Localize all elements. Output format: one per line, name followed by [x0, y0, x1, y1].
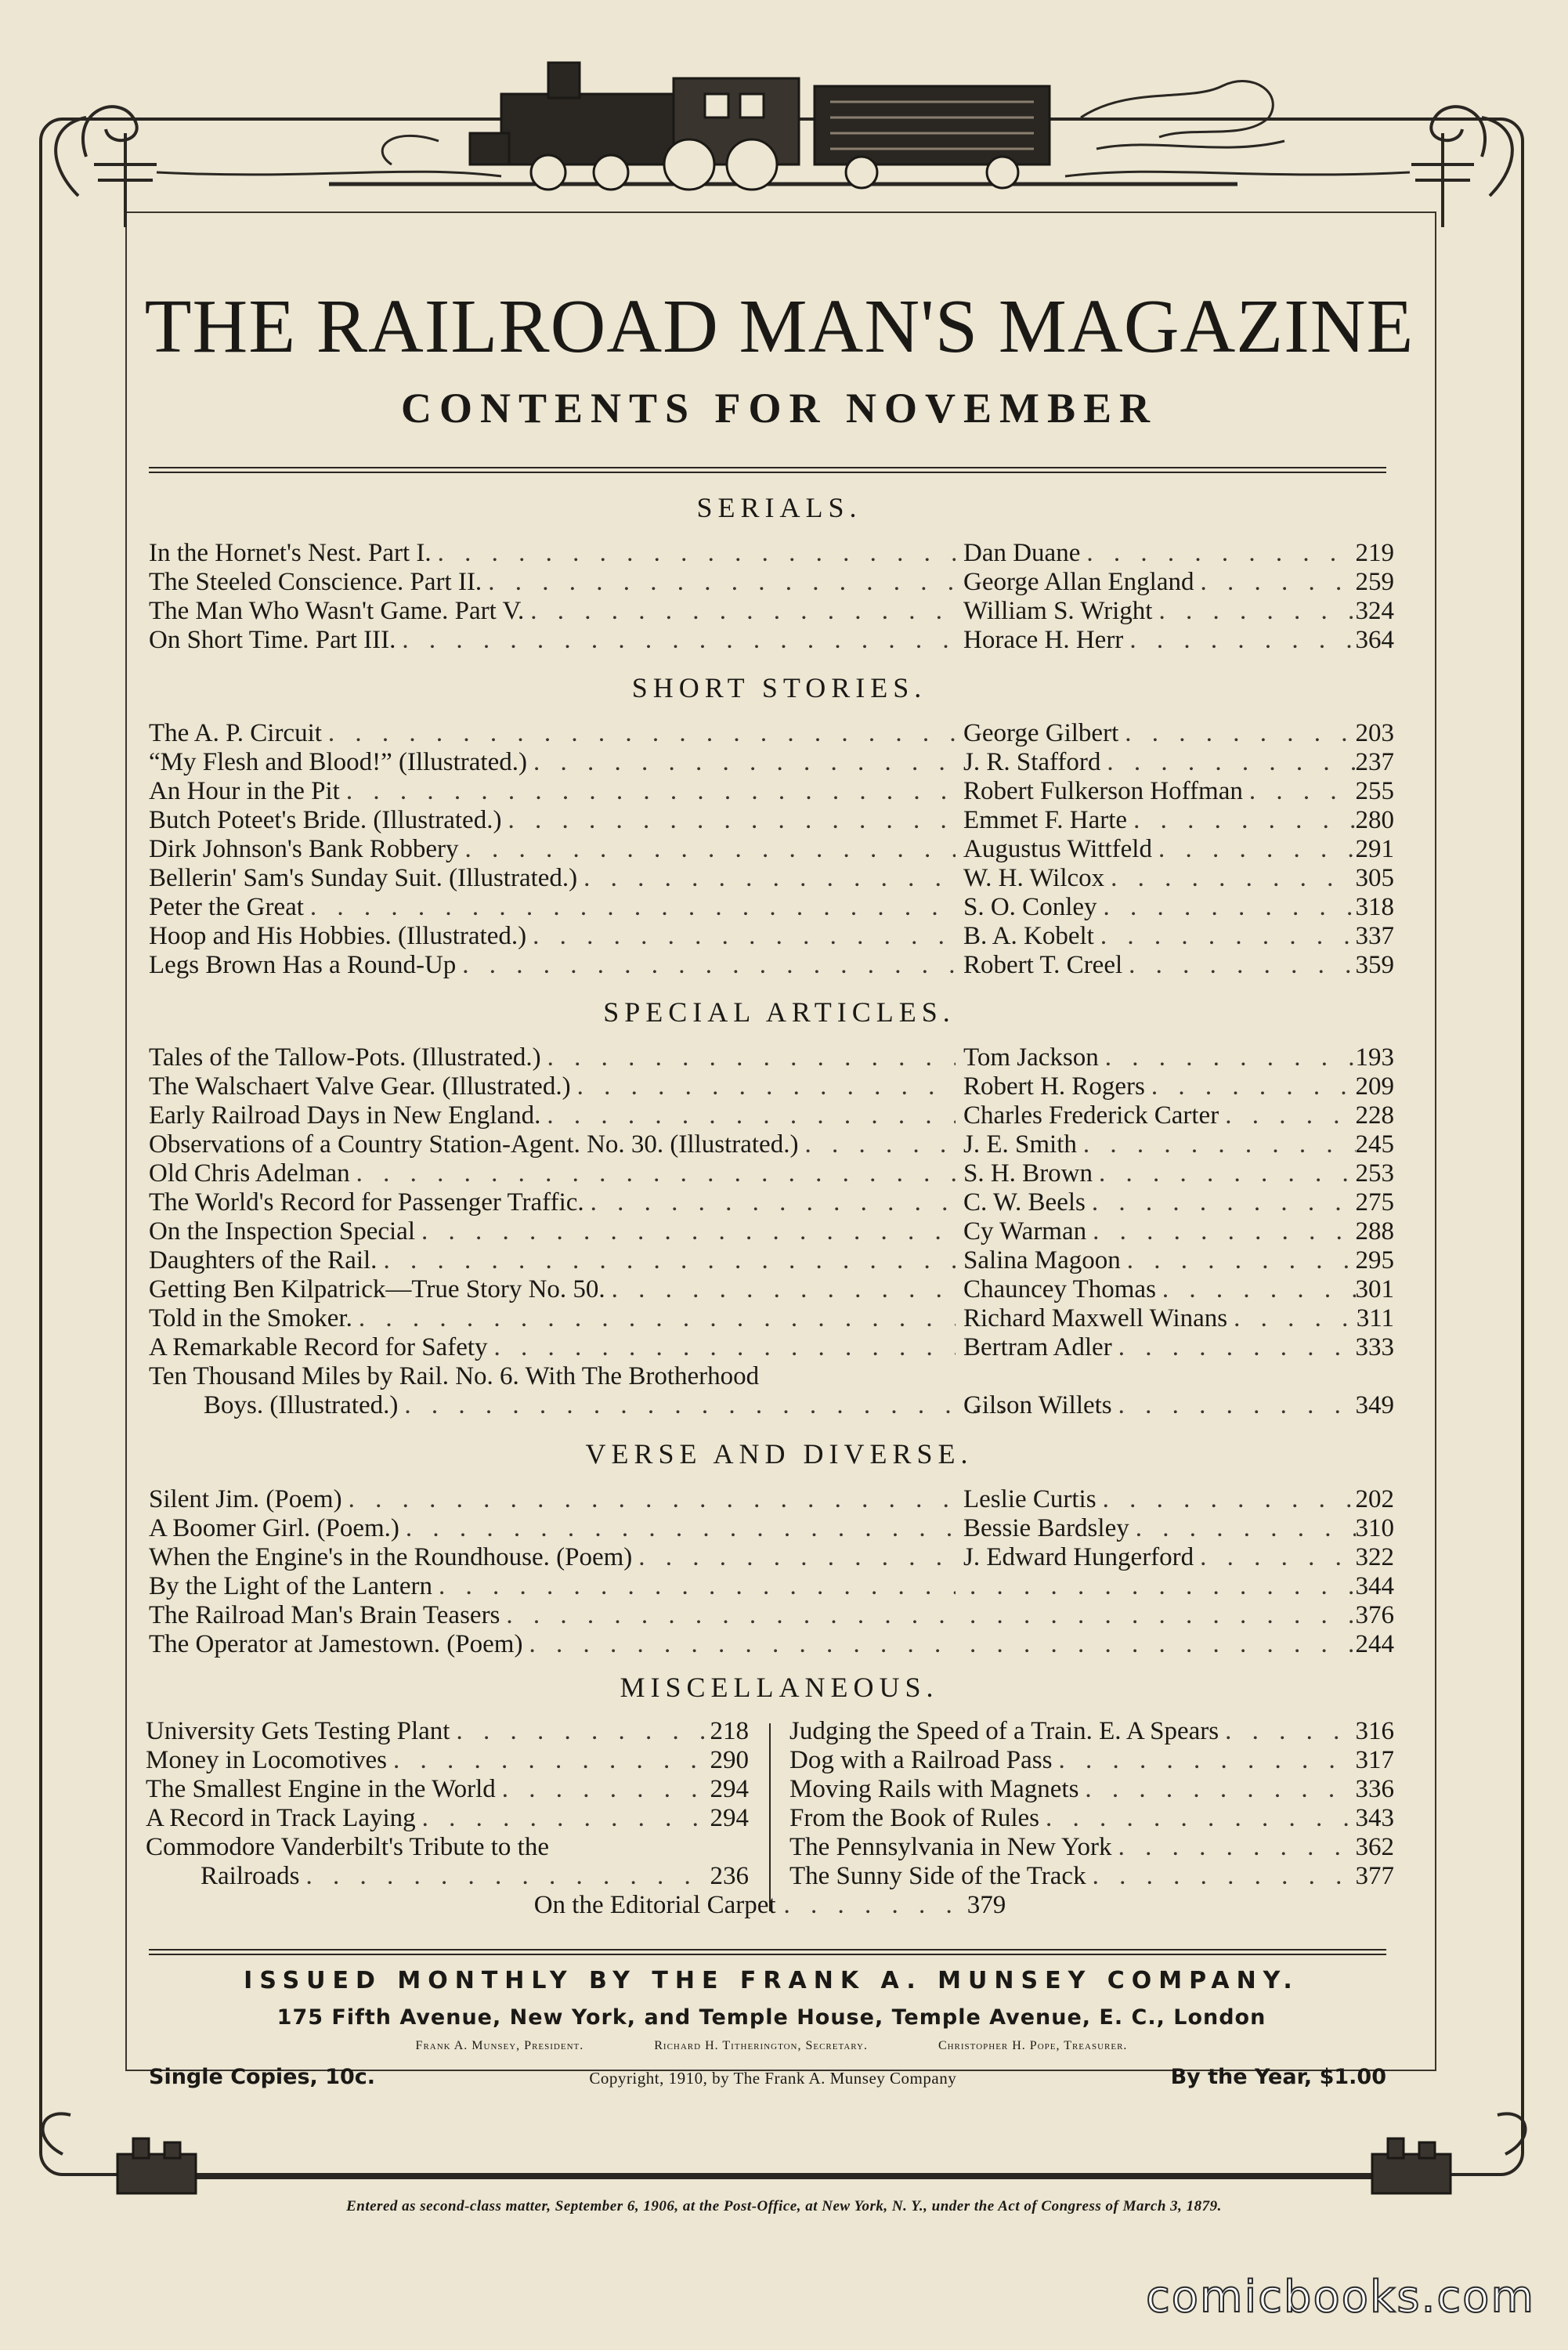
- entry-page: 364: [1355, 626, 1394, 654]
- entry-page: 255: [1355, 777, 1394, 805]
- entered-notice: Entered as second-class matter, September 6, 1906, at the Post-Office, at New York, N. Y., under the Act of Congress of March 3, 1879.: [346, 2198, 1222, 2214]
- price-row: [149, 2065, 1386, 2096]
- entry-title: Old Chris Adelman: [149, 1159, 350, 1188]
- list-item: [149, 835, 1394, 864]
- serials-list: [149, 539, 1394, 655]
- entry-author: S. H. Brown: [963, 1159, 1093, 1188]
- list-item: [146, 1746, 749, 1775]
- list-item: [789, 1775, 1394, 1804]
- entry-author: Robert H. Rogers: [963, 1072, 1145, 1101]
- column-divider: [769, 1723, 771, 1911]
- entry-author: J. E. Smith: [963, 1130, 1077, 1159]
- entry-page: 203: [1355, 719, 1394, 747]
- entry-page: 294: [710, 1804, 749, 1832]
- telegraph-key-icon: [1372, 2138, 1451, 2193]
- list-item: [149, 1333, 1394, 1362]
- list-item: [149, 806, 1394, 835]
- entry-title: Observations of a Country Station-Agent. No. 30. (Illustrated.): [149, 1130, 799, 1159]
- entry-author: B. A. Kobelt: [963, 922, 1094, 950]
- entry-title: The Operator at Jamestown. (Poem): [149, 1630, 523, 1658]
- entry-title: University Gets Testing Plant: [146, 1717, 450, 1745]
- list-item: [149, 1543, 1394, 1572]
- entry-page: 318: [1355, 893, 1394, 921]
- entry-title: Legs Brown Has a Round-Up: [149, 951, 457, 979]
- entry-author: Leslie Curtis: [963, 1485, 1097, 1513]
- list-item-continuation: [149, 1391, 1394, 1420]
- entry-title: The Sunny Side of the Track: [789, 1862, 1086, 1890]
- entry-author: W. H. Wilcox: [963, 864, 1105, 892]
- list-item: [149, 1246, 1394, 1275]
- entry-title: Hoop and His Hobbies. (Illustrated.): [149, 922, 527, 950]
- list-item: [149, 568, 1394, 597]
- footer-rule: [149, 1949, 1386, 1955]
- entry-page: 343: [1355, 1804, 1394, 1832]
- list-item: [149, 922, 1394, 951]
- list-item: [149, 1072, 1394, 1101]
- entry-page: 218: [710, 1717, 749, 1745]
- list-item: [149, 1630, 1394, 1659]
- list-item-continuation: [146, 1862, 749, 1891]
- entry-page: 290: [710, 1746, 749, 1774]
- entry-page: 322: [1355, 1543, 1394, 1571]
- entry-page: 336: [1355, 1775, 1394, 1803]
- officer-president: Frank A. Munsey, President.: [415, 2039, 584, 2052]
- locomotive-icon: [470, 63, 1050, 190]
- entry-title: An Hour in the Pit: [149, 777, 340, 805]
- entry-title: The A. P. Circuit: [149, 719, 322, 747]
- entry-title: Ten Thousand Miles by Rail. No. 6. With The Brotherhood: [149, 1362, 760, 1390]
- entry-page: 295: [1355, 1246, 1394, 1274]
- entry-author: Augustus Wittfeld: [963, 835, 1152, 863]
- list-item: [149, 864, 1394, 893]
- entry-title: Money in Locomotives: [146, 1746, 387, 1774]
- entry-title: By the Light of the Lantern: [149, 1572, 432, 1600]
- list-item: [146, 1804, 749, 1833]
- list-item: [149, 1159, 1394, 1188]
- list-item: [149, 719, 1394, 748]
- entry-author: Chauncey Thomas: [963, 1275, 1156, 1303]
- copyright-notice: Copyright, 1910, by The Frank A. Munsey Company: [589, 2069, 957, 2088]
- entry-title: Commodore Vanderbilt's Tribute to the: [146, 1833, 549, 1861]
- entry-title: The Pennsylvania in New York: [789, 1833, 1112, 1861]
- list-item: [789, 1804, 1394, 1833]
- list-item: [149, 1601, 1394, 1630]
- entry-title: Told in the Smoker.: [149, 1304, 352, 1332]
- list-item: [789, 1862, 1394, 1891]
- entry-author: J. R. Stafford: [963, 748, 1101, 776]
- telegraph-key-icon: [117, 2138, 196, 2193]
- entry-page: 244: [1355, 1630, 1394, 1658]
- entry-title: The Walschaert Valve Gear. (Illustrated.): [149, 1072, 571, 1101]
- entry-title: In the Hornet's Nest. Part I.: [149, 539, 432, 567]
- entry-page: 193: [1355, 1043, 1394, 1072]
- entry-page: 324: [1355, 597, 1394, 625]
- header-illustration: [0, 47, 1568, 227]
- entry-title: “My Flesh and Blood!” (Illustrated.): [149, 748, 527, 776]
- entry-title: The Man Who Wasn't Game. Part V.: [149, 597, 525, 625]
- entry-page: 236: [710, 1862, 749, 1890]
- entry-title: Butch Poteet's Bride. (Illustrated.): [149, 806, 502, 834]
- list-item: [149, 951, 1394, 980]
- list-item: [149, 1485, 1394, 1514]
- short-stories-list: [149, 719, 1394, 980]
- telegraph-pole-icon: [1411, 107, 1512, 227]
- single-copies-price: Single Copies, 10c.: [149, 2065, 376, 2089]
- list-item: [146, 1717, 749, 1746]
- entry-page: 344: [1355, 1572, 1394, 1600]
- entry-page: 362: [1355, 1833, 1394, 1861]
- entry-page: 337: [1355, 922, 1394, 950]
- entry-page: 316: [1355, 1717, 1394, 1745]
- entry-title: On Short Time. Part III.: [149, 626, 396, 654]
- entry-author: Tom Jackson: [963, 1043, 1099, 1072]
- entry-page: 291: [1355, 835, 1394, 863]
- section-heading-short-stories: SHORT STORIES.: [631, 672, 927, 703]
- list-item: [146, 1833, 749, 1862]
- special-articles-list: [149, 1043, 1394, 1420]
- entry-page: 219: [1355, 539, 1394, 567]
- entry-title: On the Inspection Special: [149, 1217, 415, 1246]
- entry-page: 311: [1356, 1304, 1394, 1332]
- list-item: [149, 1362, 1394, 1391]
- verse-and-diverse-list: [149, 1485, 1394, 1659]
- list-item: [149, 1572, 1394, 1601]
- list-item: [146, 1775, 749, 1804]
- address-line: 175 Fifth Avenue, New York, and Temple House, Temple Avenue, E. C., London: [276, 2005, 1266, 2030]
- misc-last-entry: On the Editorial Carpet . . . . . . . 379: [533, 1891, 1006, 1919]
- entry-page: 301: [1355, 1275, 1394, 1303]
- entry-page: 310: [1355, 1514, 1394, 1542]
- entry-title: Peter the Great: [149, 893, 304, 921]
- entry-page: 359: [1355, 951, 1394, 979]
- entry-page: 202: [1355, 1485, 1394, 1513]
- entry-author: George Allan England: [963, 568, 1194, 596]
- section-heading-verse-and-diverse: VERSE AND DIVERSE.: [585, 1438, 974, 1470]
- entry-page: 228: [1355, 1101, 1394, 1130]
- officer-treasurer: Christopher H. Pope, Treasurer.: [938, 2039, 1128, 2052]
- list-item: [149, 1304, 1394, 1333]
- entry-title-continuation: Boys. (Illustrated.): [204, 1391, 399, 1419]
- entry-author: Salina Magoon: [963, 1246, 1121, 1274]
- list-item: [149, 1275, 1394, 1304]
- list-item: [149, 1130, 1394, 1159]
- entry-title: Dog with a Railroad Pass: [789, 1746, 1053, 1774]
- list-item: [149, 597, 1394, 626]
- entry-title: Daughters of the Rail.: [149, 1246, 378, 1274]
- list-item: [789, 1717, 1394, 1746]
- entry-title: The World's Record for Passenger Traffic.: [149, 1188, 584, 1217]
- section-heading-serials: SERIALS.: [696, 492, 862, 523]
- entry-author: Bertram Adler: [963, 1333, 1112, 1361]
- list-item: [149, 748, 1394, 777]
- entry-author: Horace H. Herr: [963, 626, 1124, 654]
- entry-page: 253: [1355, 1159, 1394, 1188]
- entry-title: Tales of the Tallow-Pots. (Illustrated.): [149, 1043, 541, 1072]
- list-item: [149, 777, 1394, 806]
- entry-title: Getting Ben Kilpatrick—True Story No. 50.: [149, 1275, 605, 1303]
- entry-author: Robert T. Creel: [963, 951, 1123, 979]
- entry-title: Early Railroad Days in New England.: [149, 1101, 541, 1130]
- entry-author: Gilson Willets: [963, 1391, 1112, 1419]
- entry-title: From the Book of Rules: [789, 1804, 1039, 1832]
- entry-author: J. Edward Hungerford: [963, 1543, 1194, 1571]
- entry-title: Silent Jim. (Poem): [149, 1485, 342, 1513]
- entry-page: 376: [1355, 1601, 1394, 1629]
- entry-page: 294: [710, 1775, 749, 1803]
- list-item: [789, 1746, 1394, 1775]
- entry-page: 259: [1355, 568, 1394, 596]
- publisher-line: ISSUED MONTHLY BY THE FRANK A. MUNSEY COMPANY.: [244, 1967, 1299, 1994]
- entry-title: Judging the Speed of a Train. E. A Spears: [789, 1717, 1219, 1745]
- section-heading-special-articles: SPECIAL ARTICLES.: [603, 996, 956, 1028]
- yearly-price: By the Year, $1.00: [1170, 2065, 1386, 2089]
- entry-title: Bellerin' Sam's Sunday Suit. (Illustrated.): [149, 864, 578, 892]
- entry-title: Moving Rails with Magnets: [789, 1775, 1079, 1803]
- list-item: [149, 1043, 1394, 1072]
- entry-author: S. O. Conley: [963, 893, 1097, 921]
- entry-author: Emmet F. Harte: [963, 806, 1128, 834]
- entry-page: 209: [1355, 1072, 1394, 1101]
- entry-title: When the Engine's in the Roundhouse. (Poem): [149, 1543, 633, 1571]
- section-heading-miscellaneous: MISCELLANEOUS.: [620, 1672, 939, 1703]
- list-item: [149, 1217, 1394, 1246]
- entry-title: Dirk Johnson's Bank Robbery: [149, 835, 459, 863]
- entry-page: 288: [1355, 1217, 1394, 1246]
- entry-page: 237: [1355, 748, 1394, 776]
- entry-author: Charles Frederick Carter: [963, 1101, 1219, 1130]
- entry-page: 377: [1355, 1862, 1394, 1890]
- officers-line: [149, 2040, 1394, 2052]
- entry-page: 245: [1355, 1130, 1394, 1159]
- list-item: [149, 539, 1394, 568]
- list-item: [149, 893, 1394, 922]
- entry-author: William S. Wright: [963, 597, 1153, 625]
- entry-title: A Boomer Girl. (Poem.): [149, 1514, 399, 1542]
- entry-title-continuation: Railroads: [201, 1862, 300, 1890]
- entry-page: 349: [1355, 1391, 1394, 1419]
- entry-author: Cy Warman: [963, 1217, 1087, 1246]
- entry-author: Richard Maxwell Winans: [963, 1304, 1228, 1332]
- entry-title: The Smallest Engine in the World: [146, 1775, 496, 1803]
- entry-author: Dan Duane: [963, 539, 1081, 567]
- entry-title: On the Editorial Carpet: [533, 1891, 776, 1919]
- magazine-title: THE RAILROAD MAN'S MAGAZINE: [144, 284, 1414, 369]
- entry-page: 275: [1355, 1188, 1394, 1217]
- entry-page: 333: [1355, 1333, 1394, 1361]
- entry-title: The Steeled Conscience. Part II.: [149, 568, 482, 596]
- entry-page: 317: [1355, 1746, 1394, 1774]
- list-item: [149, 1514, 1394, 1543]
- entry-title: A Record in Track Laying: [146, 1804, 416, 1832]
- entry-title: A Remarkable Record for Safety: [149, 1333, 488, 1361]
- list-item: [149, 1188, 1394, 1217]
- contents-heading: CONTENTS FOR NOVEMBER: [400, 385, 1158, 432]
- officer-secretary: Richard H. Titherington, Secretary.: [654, 2039, 868, 2052]
- misc-left-column: [146, 1717, 749, 1891]
- list-item: [789, 1833, 1394, 1862]
- entry-title: The Railroad Man's Brain Teasers: [149, 1601, 500, 1629]
- title-rule: [149, 467, 1386, 473]
- misc-right-column: [789, 1717, 1394, 1891]
- entry-page: 379: [966, 1891, 1006, 1919]
- telegraph-pole-icon: [56, 107, 157, 227]
- entry-page: 305: [1355, 864, 1394, 892]
- entry-author: Robert Fulkerson Hoffman: [963, 777, 1243, 805]
- watermark: comicbooks.com: [1145, 2272, 1535, 2323]
- entry-author: Bessie Bardsley: [963, 1514, 1129, 1542]
- entry-author: George Gilbert: [963, 719, 1119, 747]
- list-item: [149, 626, 1394, 655]
- entry-author: C. W. Beels: [963, 1188, 1086, 1217]
- list-item: [149, 1101, 1394, 1130]
- entry-page: 280: [1355, 806, 1394, 834]
